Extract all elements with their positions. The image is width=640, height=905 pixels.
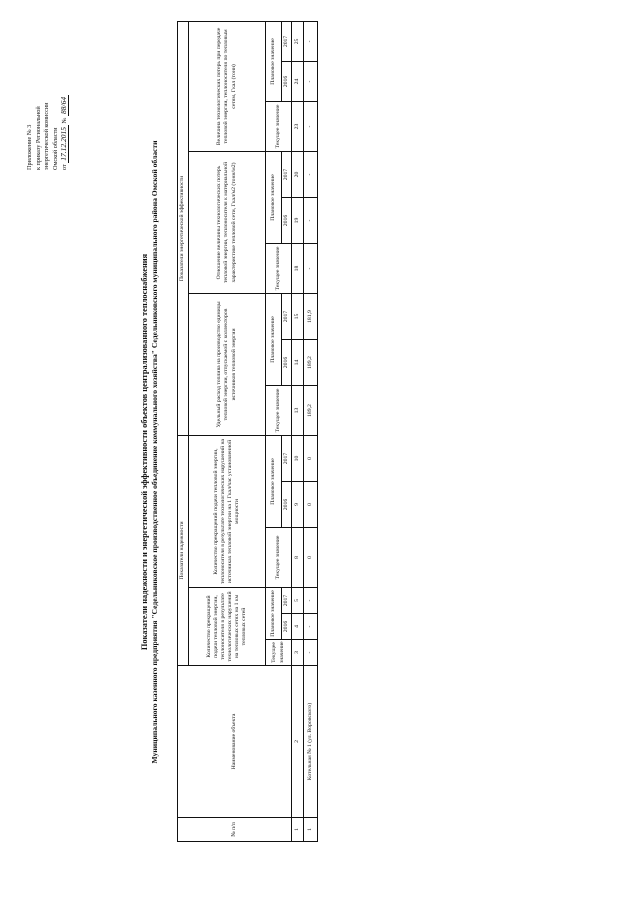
- column-number: 13: [292, 386, 304, 436]
- table-row: [304, 21, 318, 841]
- date-prefix: от: [61, 164, 69, 170]
- row-object-name: Котельная № 1 (ул. Воровского): [304, 666, 318, 818]
- table-cell: 0: [304, 436, 318, 482]
- approval-line-4: Омской области: [51, 127, 59, 170]
- row-num: 1: [304, 818, 318, 842]
- header-year-2016: 2016: [282, 482, 292, 528]
- header-year-2017: 2017: [282, 152, 292, 198]
- table-cell: 189,2: [304, 340, 318, 386]
- table-cell: -: [304, 588, 318, 614]
- table-cell: -: [304, 244, 318, 294]
- rotated-frame: [20, 12, 620, 892]
- approval-line-3: энергетической комиссии: [43, 102, 51, 170]
- header-planned-2: Плановое значение: [266, 436, 282, 528]
- table-cell: 189,2: [304, 386, 318, 436]
- header-current-2: Текущее значение: [266, 528, 292, 588]
- column-number: 15: [292, 294, 304, 340]
- header-planned-5: Плановое значение: [266, 21, 282, 101]
- header-year-2017: 2017: [282, 294, 292, 340]
- header-current-1: Текущее значение: [266, 640, 292, 666]
- header-planned-3: Плановое значение: [266, 294, 282, 386]
- indicators-table: [177, 21, 318, 842]
- table-cell: -: [304, 198, 318, 244]
- approval-line-5: [60, 20, 70, 170]
- header-efficiency-group: Показатели энергетической эффективности: [178, 21, 189, 435]
- column-number: 3: [292, 640, 304, 666]
- column-number: 5: [292, 588, 304, 614]
- header-object-name: Наименование объекта: [178, 666, 292, 818]
- header-indicator-source-interruptions: Количество прекращений подачи тепловой энергии, теплоносителя в результате технологических нарушений на источниках тепловой энергии на 1 Гкал/час установленной мощности: [189, 436, 266, 588]
- header-planned-1: Плановое значение: [266, 588, 282, 640]
- approval-stamp: [26, 20, 70, 170]
- column-number: 25: [292, 21, 304, 61]
- table-cell: -: [304, 21, 318, 61]
- document-title: Показатели надежности и энергетической эффективности объектов централизованного теплоснабжения: [140, 253, 149, 651]
- header-planned-4: Плановое значение: [266, 152, 282, 244]
- header-year-2017: 2017: [282, 21, 292, 61]
- table-cell: -: [304, 102, 318, 152]
- column-number: 19: [292, 198, 304, 244]
- header-current-5: Текущее значение: [266, 102, 292, 152]
- header-year-2017: 2017: [282, 588, 292, 614]
- table-cell: -: [304, 640, 318, 666]
- column-number: 8: [292, 528, 304, 588]
- table-cell: -: [304, 62, 318, 102]
- header-indicator-network-interruptions: Количество прекращений подачи тепловой энергии, теплоносителя в результате технологических нарушений на тепловых сетях на 1 км тепловых сетей: [189, 588, 266, 666]
- table-cell: 181,9: [304, 294, 318, 340]
- header-indicator-loss-ratio: Отношение величины технологических потерь тепловой энергии, теплоносителя к материальной характеристике тепловой сети, Гкал/м2 (тонн/м2): [189, 152, 266, 294]
- table-cell: 0: [304, 528, 318, 588]
- header-indicator-technological-losses: Величина технологических потерь при передаче тепловой энергии, теплоносителя по тепловым сетям, Гкал (тонн): [189, 21, 266, 151]
- column-number: 23: [292, 102, 304, 152]
- number-prefix: №: [61, 117, 69, 124]
- header-year-2016: 2016: [282, 340, 292, 386]
- column-number: 20: [292, 152, 304, 198]
- header-year-2016: 2016: [282, 62, 292, 102]
- column-number: 4: [292, 614, 304, 640]
- header-indicator-fuel-consumption: Удельный расход топлива на производство единицы тепловой энергии, отпускаемой с коллекторов источников тепловой энергии: [189, 294, 266, 436]
- document-subtitle: Муниципального казенного предприятия "Седельниковское производственное объединение коммунального хозяйства" Седельниковского муниципального района Омской области: [150, 140, 159, 764]
- table-cell: 0: [304, 482, 318, 528]
- column-number: 9: [292, 482, 304, 528]
- header-reliability-group: Показатели надежности: [178, 436, 189, 666]
- handwritten-number: 88/64: [59, 96, 69, 114]
- table-cell: -: [304, 152, 318, 198]
- header-current-3: Текущее значение: [266, 386, 292, 436]
- handwritten-date: 17.12.2015: [59, 126, 69, 161]
- column-number: 1: [292, 818, 304, 842]
- table-cell: -: [304, 614, 318, 640]
- column-number: 10: [292, 436, 304, 482]
- header-year-2016: 2016: [282, 198, 292, 244]
- approval-line-1: Приложение № 3: [26, 124, 33, 170]
- column-number: 14: [292, 340, 304, 386]
- header-year-2016: 2016: [282, 614, 292, 640]
- header-current-4: Текущее значение: [266, 244, 292, 294]
- header-year-2017: 2017: [282, 436, 292, 482]
- column-number-row: [292, 21, 304, 841]
- header-num: № п/п: [178, 818, 292, 842]
- column-number: 18: [292, 244, 304, 294]
- column-number: 2: [292, 666, 304, 818]
- column-number: 24: [292, 62, 304, 102]
- approval-line-2: к приказу Региональной: [34, 106, 42, 170]
